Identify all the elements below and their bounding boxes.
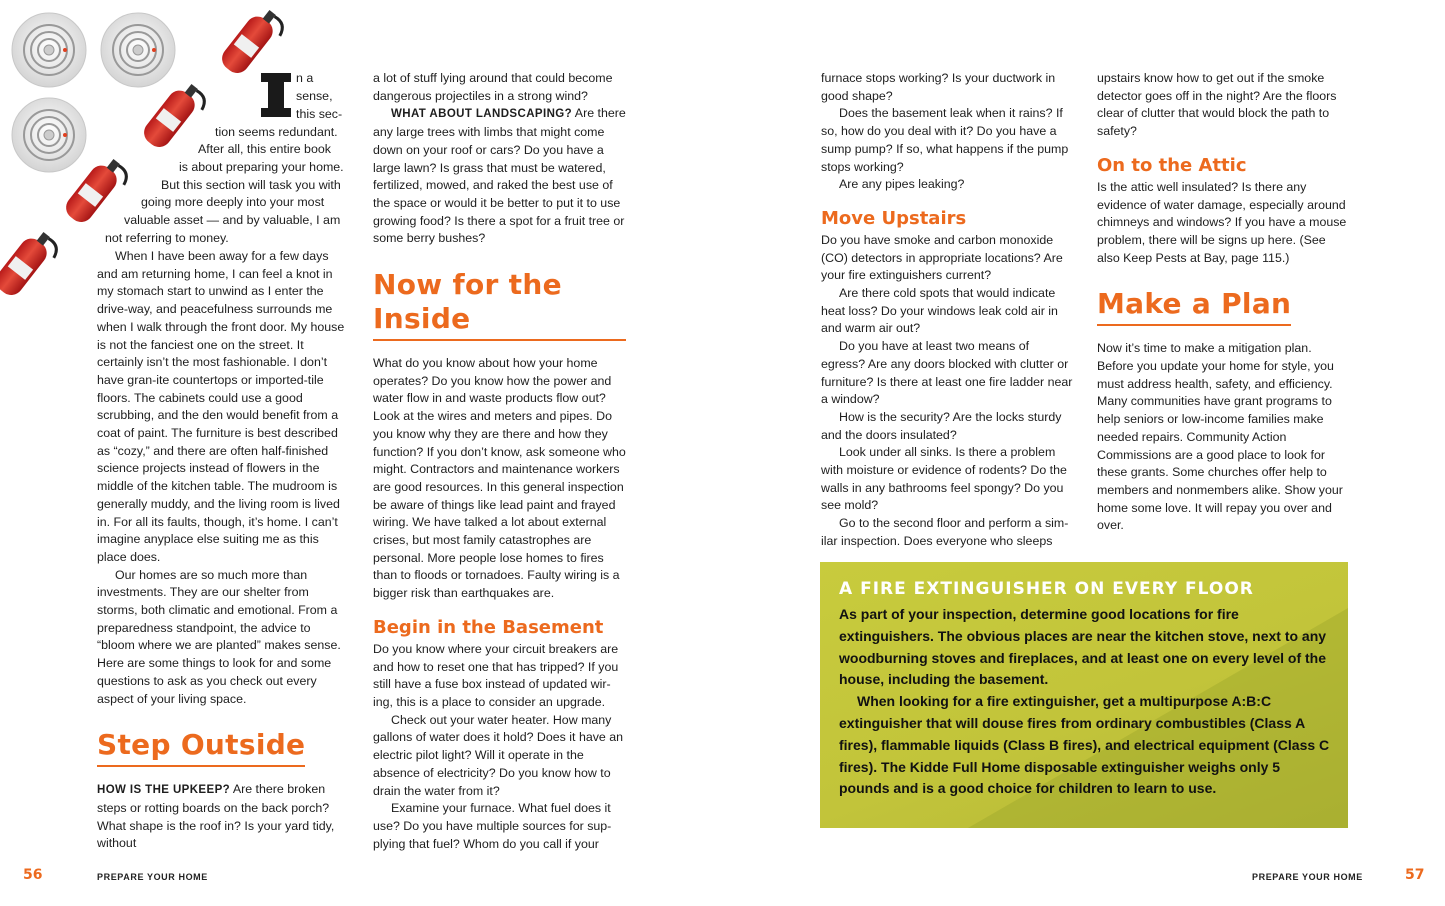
- body-paragraph: Now it’s time to make a mitigation plan. Before you update your home for style, you must address health, safety, and efficiency. Many communities have grant programs to help seniors or low-income families make needed repairs. Community Action Commissions are a good place to look for these grants. Some churches offer help to members and nonmembers alike. Show your home some love. It will repay you over and over.: [1097, 341, 1343, 533]
- callout-body: [839, 604, 1334, 800]
- body-paragraph: Do you have smoke and carbon monoxide (CO) detectors in appropriate locations? Are your fire extinguishers current?: [821, 232, 1063, 283]
- fire-extinguisher-icon: [0, 226, 62, 304]
- subheading-basement: Begin in the Basement: [373, 616, 604, 638]
- dropcap-letter: [261, 73, 291, 117]
- body-paragraph: Our homes are so much more than investments. They are our shelter from storms, both climatic and emotional. From a preparedness standpoint, the advice to “bloom where we are planted” makes sense. Here are some things to look for and some questions to ask as you check out every aspect of your living space.: [97, 567, 341, 706]
- intro-line: is about preparing your home.: [179, 160, 344, 174]
- smoke-detector-icon: [101, 13, 175, 87]
- body-paragraph: Do you have at least two means of egress? Are any doors blocked with clutter or furniture? Is there at least one fire ladder near a window?: [821, 339, 1073, 407]
- page-number-right: 57: [1405, 867, 1425, 883]
- column-2: [373, 70, 626, 853]
- intro-line: not referring to money.: [105, 231, 229, 245]
- lead-text: Are there broken steps or rotting boards on the back porch? What shape is the roof in? Is your yard tidy, without: [97, 782, 335, 851]
- lead-in: WHAT ABOUT LANDSCAPING?: [391, 108, 573, 121]
- intro-line: going more deeply into your most: [141, 195, 325, 209]
- body-paragraph: Check out your water heater. How many gallons of water does it hold? Does it have an electric pilot light? Will it operate in the absence of electricity? Do you know how to drain the water from it?: [373, 712, 624, 798]
- intro-line: valuable asset — and by valuable, I am: [124, 213, 341, 227]
- subheading-attic: On to the Attic: [1097, 154, 1247, 176]
- body-paragraph: upstairs know how to get out if the smoke detector goes off in the night? Are the floors clear of clutter that would block the path to safety?: [1097, 71, 1337, 139]
- section-heading-step-outside: Step Outside: [97, 728, 305, 767]
- section-heading-plan: Make a Plan: [1097, 287, 1291, 326]
- intro-line: this sec-: [296, 107, 343, 121]
- lead-text: Are there any large trees with limbs that might come down on your roof or cars? Do you have a large lawn? Is grass that must be watered, fertilized, mowed, and raked the best use of the space or would it be better to put it to use growing food? Is there a spot for a fruit tree or some berry bushes?: [373, 106, 626, 246]
- body-paragraph: furnace stops working? Is your ductwork in good shape?: [821, 71, 1056, 103]
- body-paragraph: When I have been away for a few days and am returning home, I can feel a knot in my stomach start to unwind as I enter the drive-way, and peacefulness surrounds me when I walk through the front door. My house is not the fanciest one on the street. It certainly isn’t the most fashionable. I don’t have gran-ite countertops or imported-tile floors. The cabinets could use a good scrubbing, and the den would benefit from a coat of paint. The furniture is best described as “cozy,” and there are often half-finished science projects instead of flowers in the middle of the kitchen table. The mudroom is generally muddy, and the living room is lived in. For all its faults, though, it’s home. I can’t imagine anyplace else suiting me as this place does.: [97, 249, 345, 564]
- intro-line: But this section will task you with: [161, 178, 341, 192]
- body-paragraph: [373, 105, 626, 248]
- body-paragraph: What do you know about how your home operates? Do you know how the power and water flow in and waste products flow out? Look at the wires and meters and pipes. Do you know why they are there and how they function? If you don’t know, ask someone who might. Contractors and maintenance workers are good resources. In this general inspection be aware of things like lead paint and frayed wiring. We have talked a lot about external crises, but most family catastrophes are personal. More people lose homes to fires than to floods or tornadoes. Faulty wiring is a bigger risk than earthquakes are.: [373, 356, 626, 601]
- column-3: [821, 70, 1073, 551]
- fire-extinguisher-icon: [217, 4, 288, 82]
- body-paragraph: Are there cold spots that would indicate heat loss? Do your windows leak cold air in and warm air out?: [821, 286, 1058, 336]
- smoke-detector-icon: [12, 13, 86, 87]
- intro-line: sense,: [296, 89, 333, 103]
- intro-line: After all, this entire book: [198, 142, 331, 156]
- body-paragraph: Does the basement leak when it rains? If so, how do you deal with it? Do you have a sump pump? If so, what happens if the pump stops working?: [821, 106, 1069, 174]
- callout-paragraph: When looking for a fire extinguisher, get a multipurpose A:B:C extinguisher that will douse fires from ordinary combustibles (Class A fires), flammable liquids (Class B fires), and electrical equipment (Class C fires). The Kidde Full Home disposable extinguisher weighs only 5 pounds and is a good choice for children to learn to use.: [839, 693, 1330, 797]
- column-4: [1097, 70, 1349, 535]
- body-paragraph: Go to the second floor and perform a sim-ilar inspection. Does everyone who sleeps: [821, 516, 1069, 548]
- running-head-left: PREPARE YOUR HOME: [97, 872, 208, 882]
- body-paragraph: [97, 781, 349, 853]
- intro-line: tion seems redundant.: [215, 125, 338, 139]
- body-paragraph: Is the attic well insulated? Is there any evidence of water damage, especially around chimneys and windows? If you have a mouse problem, there will be signs up here. (See also Keep Pests at Bay, page 115.): [1097, 179, 1347, 265]
- body-paragraph: Examine your furnace. What fuel does it use? Do you have multiple sources for sup-plying that fuel? Whom do you call if your: [373, 801, 612, 851]
- lead-in: HOW IS THE UPKEEP?: [97, 784, 231, 797]
- body-paragraph: Are any pipes leaking?: [839, 177, 965, 192]
- section-heading-inside: Now for the Inside: [373, 268, 626, 341]
- callout-paragraph: As part of your inspection, determine good locations for fire extinguishers. The obvious places are near the kitchen stove, next to any woodburning stoves and fireplaces, and at least one on every level of the house, including the basement.: [839, 606, 1327, 688]
- subheading-upstairs: Move Upstairs: [821, 207, 967, 229]
- column-1: [97, 248, 349, 853]
- callout-box: [820, 562, 1348, 828]
- body-paragraph: Look under all sinks. Is there a problem with moisture or evidence of rodents? Do the walls in any bathrooms feel spongy? Do you see mold?: [821, 445, 1067, 513]
- callout-title: A FIRE EXTINGUISHER ON EVERY FLOOR: [839, 579, 1254, 599]
- smoke-detector-icon: [12, 98, 86, 172]
- body-paragraph: Do you know where your circuit breakers are and how to reset one that has tripped? If you still have a fuse box instead of updated wir-ing, this is a place to consider an upgrade.: [373, 641, 619, 709]
- page-number-left: 56: [23, 867, 43, 883]
- body-paragraph: How is the security? Are the locks sturdy and the doors insulated?: [821, 409, 1062, 442]
- body-paragraph: a lot of stuff lying around that could become dangerous projectiles in a strong wind?: [373, 71, 613, 103]
- intro-line: n a: [296, 71, 314, 85]
- running-head-right: PREPARE YOUR HOME: [1252, 872, 1363, 882]
